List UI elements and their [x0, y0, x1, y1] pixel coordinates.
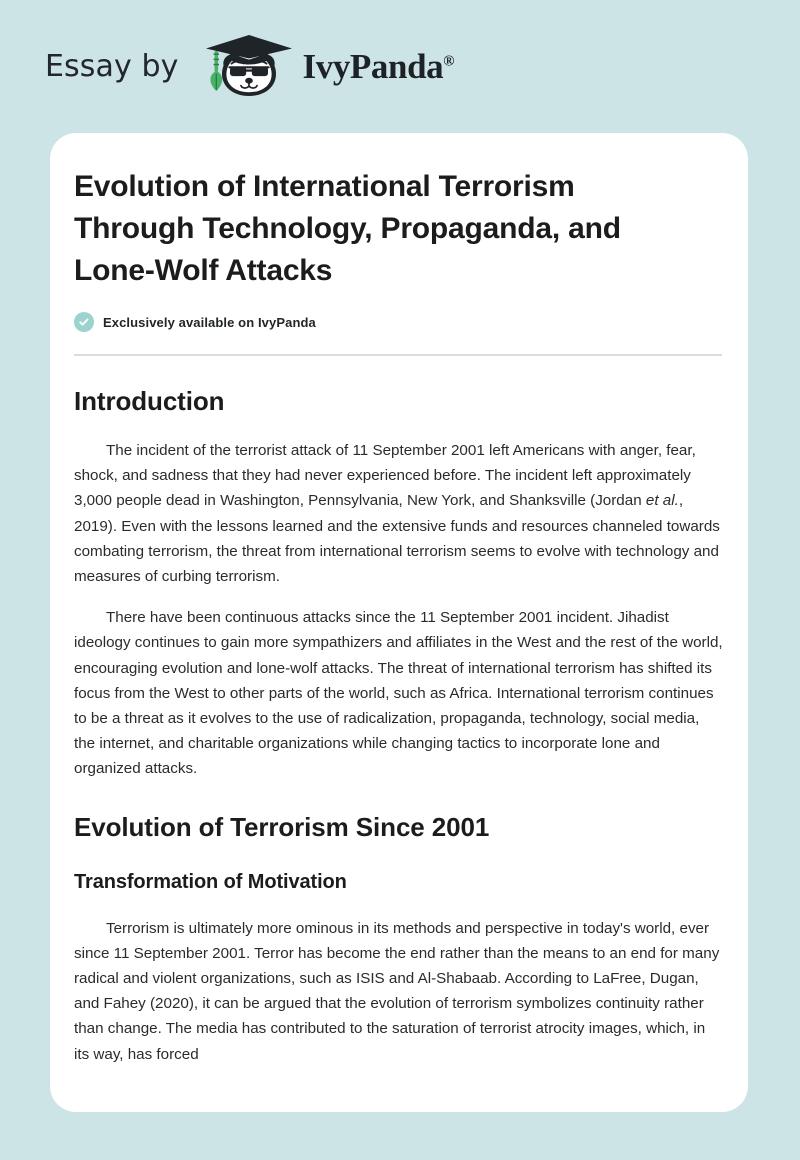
page-title: Evolution of International Terrorism Through Technology, Propaganda, and Lone-Wolf Attacks — [74, 170, 621, 287]
essay-by-label: Essay by — [45, 48, 179, 84]
paragraph — [74, 916, 724, 1067]
exclusive-availability-badge — [74, 312, 724, 332]
paragraph — [74, 438, 724, 589]
registered-trademark-symbol: ® — [443, 53, 455, 70]
panda-graduation-cap-logo-icon — [195, 33, 299, 101]
ivypanda-logo-link[interactable] — [195, 33, 455, 101]
document-content — [74, 133, 724, 1067]
section-heading-introduction: Introduction — [74, 386, 225, 416]
paragraph — [74, 605, 724, 781]
brand-header — [0, 0, 800, 133]
wordmark-text: IvyPanda — [302, 47, 444, 86]
paragraph-text: There have been continuous attacks since the 11 September 2001 incident. Jihadist ideology continues to gain more sympathizers and affiliates in the West and the rest of the world, encouraging evolution and lone-wolf attacks. The threat of international terrorism has shifted its focus from the West to other parts of the world, such as Africa. International terrorism continues to be a threat as it evolves to the use of radicalization, propaganda, technology, social media, the internet, and charitable organizations while changing tactics to incorporate lone and organized attacks. — [74, 609, 723, 778]
document-card — [50, 133, 748, 1112]
exclusive-badge-label: Exclusively available on IvyPanda — [103, 314, 316, 330]
paragraph-text: Terrorism is ultimately more ominous in its methods and perspective in today's world, ever since 11 September 2001. Terror has become the end rather than the means to an end for many radical and violent organizations, such as ISIS and Al-Shabaab. According to LaFree, Dugan, and Fahey (2020), it can be argued that the evolution of terrorism symbolizes continuity rather than change. The media has contributed to the saturation of terrorist atrocity images, which, in its way, has forced — [74, 919, 720, 1063]
section-heading-transformation-of-motivation: Transformation of Motivation — [74, 870, 347, 893]
section-heading-evolution-of-terrorism: Evolution of Terrorism Since 2001 — [74, 811, 490, 842]
title-divider — [74, 354, 722, 356]
check-circle-icon — [74, 312, 94, 332]
ivypanda-wordmark — [303, 49, 455, 84]
paragraph-text: The incident of the terrorist attack of 11 September 2001 left Americans with anger, fear, shock, and sadness that they had never experienced before. The incident left approximately 3,000 people dead in Washington, Pennsylvania, New York, and Shanksville (Jordan et al., 2019). Even with the lessons learned and the extensive funds and resources channeled towards combating terrorism, the threat from international terrorism seems to evolve with technology and measures of curbing terrorism. — [74, 442, 720, 586]
